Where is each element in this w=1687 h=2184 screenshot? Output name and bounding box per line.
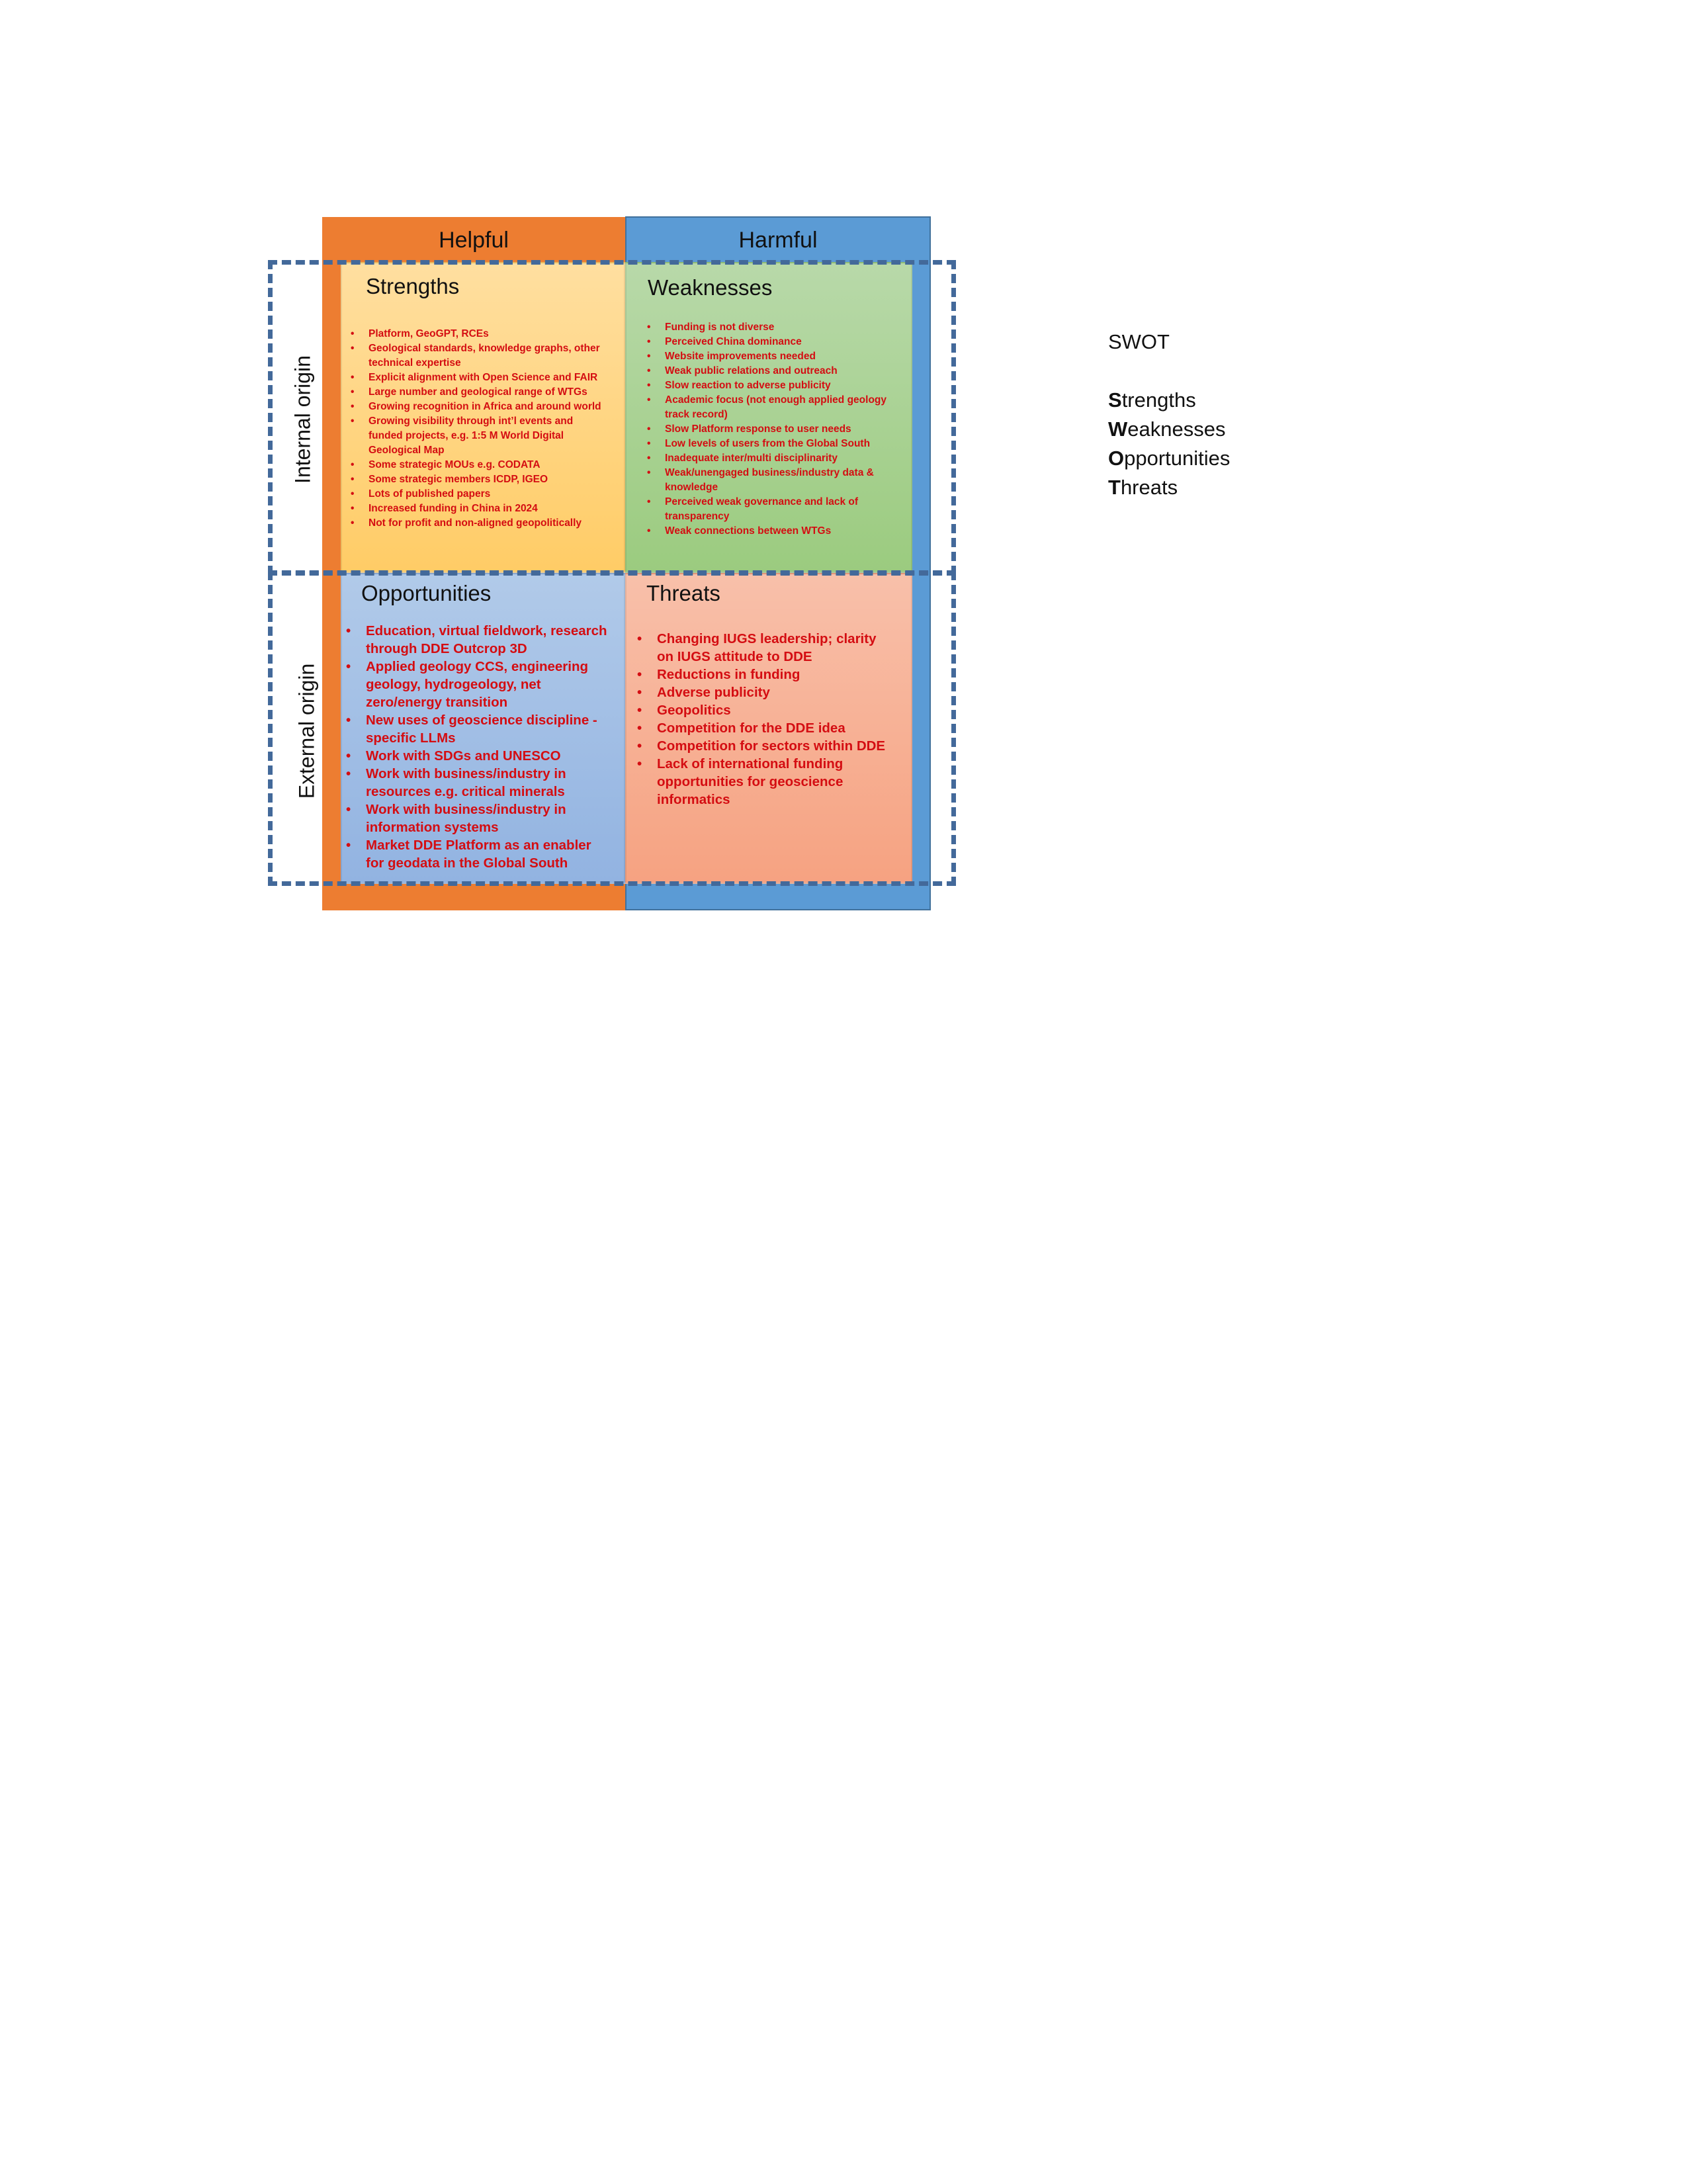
list-item: • Not for profit and non-aligned geopolitically (368, 516, 603, 531)
list-item: • Competition for the DDE idea (657, 719, 892, 737)
list-item: • Funding is not diverse (665, 320, 903, 335)
list-item: • Education, virtual fieldwork, research through DDE Outcrop 3D (366, 622, 611, 658)
list-item: • Lack of international funding opportunities for geoscience informatics (657, 755, 892, 808)
list-item: • Weak/unengaged business/industry data & knowledge (665, 466, 903, 495)
list-item: • Changing IUGS leadership; clarity on IUGS attitude to DDE (657, 630, 892, 666)
list-item: • Perceived China dominance (665, 335, 903, 349)
list-item: • Applied geology CCS, engineering geology, hydrogeology, net zero/energy transition (366, 658, 611, 711)
list-item: • Work with SDGs and UNESCO (366, 747, 611, 765)
list-item: • Work with business/industry in information systems (366, 801, 611, 836)
list-item: • Some strategic members ICDP, IGEO (368, 472, 603, 487)
list-item: • Slow Platform response to user needs (665, 422, 903, 437)
list-item: • Geopolitics (657, 701, 892, 719)
weaknesses-title: Weaknesses (648, 275, 773, 300)
list-item: • Work with business/industry in resources e.g. critical minerals (366, 765, 611, 801)
list-item: • Reductions in funding (657, 666, 892, 683)
list-item: • Website improvements needed (665, 349, 903, 364)
internal-origin-label: Internal origin (290, 355, 315, 484)
internal-origin-outline (268, 260, 956, 575)
opportunities-title: Opportunities (361, 581, 492, 605)
swot-line-weaknesses: Weaknesses (1108, 417, 1226, 441)
external-origin-label: External origin (294, 663, 319, 799)
list-item: • Increased funding in China in 2024 (368, 502, 603, 516)
list-item: • Adverse publicity (657, 683, 892, 701)
list-item: • Some strategic MOUs e.g. CODATA (368, 458, 603, 472)
harmful-header: Harmful (738, 228, 818, 253)
list-item: • Lots of published papers (368, 487, 603, 502)
list-item: • Perceived weak governance and lack of transparency (665, 495, 903, 524)
swot-line-opportunities: Opportunities (1108, 447, 1231, 470)
swot-legend (1108, 328, 1230, 502)
list-item: • Market DDE Platform as an enabler for geodata in the Global South (366, 836, 611, 872)
list-item: • Inadequate inter/multi disciplinarity (665, 451, 903, 466)
list-item: • Academic focus (not enough applied geology track record) (665, 393, 903, 422)
list-item: • Explicit alignment with Open Science and FAIR (368, 371, 603, 385)
swot-line-strengths: Strengths (1108, 388, 1196, 412)
list-item: • Low levels of users from the Global South (665, 437, 903, 451)
swot-title: SWOT (1108, 330, 1170, 353)
list-item: • Growing visibility through int’l events and funded projects, e.g. 1:5 M World Digital Geological Map (368, 414, 603, 458)
strengths-title: Strengths (366, 274, 460, 298)
list-item: • Platform, GeoGPT, RCEs (368, 327, 603, 341)
external-origin-outline (268, 571, 956, 886)
list-item: • Growing recognition in Africa and around world (368, 400, 603, 414)
list-item: • New uses of geoscience discipline - specific LLMs (366, 711, 611, 747)
list-item: • Slow reaction to adverse publicity (665, 378, 903, 393)
list-item: • Weak connections between WTGs (665, 524, 903, 539)
threats-title: Threats (646, 581, 720, 605)
list-item: • Weak public relations and outreach (665, 364, 903, 378)
swot-line-threats: Threats (1108, 476, 1178, 499)
list-item: • Competition for sectors within DDE (657, 737, 892, 755)
list-item: • Geological standards, knowledge graphs, other technical expertise (368, 341, 603, 371)
helpful-header: Helpful (439, 228, 509, 253)
list-item: • Large number and geological range of WTGs (368, 385, 603, 400)
